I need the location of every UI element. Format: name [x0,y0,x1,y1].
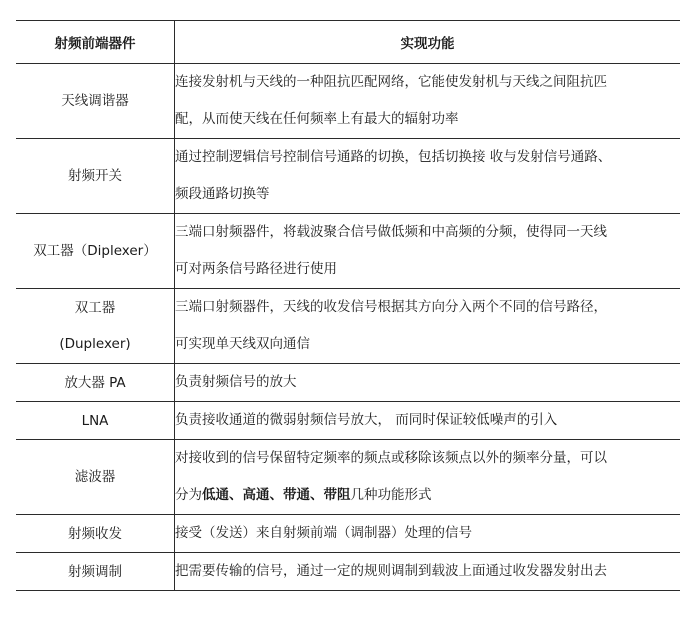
table-row [16,515,680,553]
function-cell [175,289,681,364]
function-cell [175,553,681,591]
function-cell [175,214,681,289]
function-line: 接受（发送）来自射频前端（调制器）处理的信号 [175,525,472,541]
table-row [16,139,680,214]
header-function: 实现功能 [175,21,681,64]
component-name: 射频调制 [68,563,122,580]
function-line: 三端口射频器件，天线的收发信号根据其方向分入两个不同的信号路径， [175,299,607,315]
table-header-row [16,21,680,64]
component-name: 滤波器 [74,469,116,485]
function-line: 负责射频信号的放大 [175,374,297,390]
function-cell [175,515,681,553]
component-name: 天线调谐器 [61,93,129,109]
function-prefix: 分为 [175,487,202,503]
component-name: 射频开关 [68,168,122,184]
component-cell [16,402,175,440]
function-cell [175,440,681,515]
rf-frontend-table [16,20,680,591]
component-name: LNA [81,412,109,429]
header-component: 射频前端器件 [16,21,175,64]
function-cell [175,139,681,214]
function-line: 频段通路切换等 [175,186,270,202]
table-row [16,289,680,364]
function-line: 可对两条信号路径进行使用 [175,261,337,277]
function-line: 连接发射机与天线的一种阻抗匹配网络，它能使发射机与天线之间阻抗匹 [175,74,607,90]
component-name: 双工器（Diplexer） [33,243,157,259]
table-row [16,440,680,515]
function-suffix: 几种功能形式 [350,487,432,503]
table-row [16,402,680,440]
function-line: 对接收到的信号保留特定频率的频点或移除该频点以外的频率分量，可以 [175,450,607,466]
component-cell [16,289,175,364]
component-cell [16,553,175,591]
component-cell [16,139,175,214]
component-cell [16,440,175,515]
component-cell [16,515,175,553]
function-cell [175,64,681,139]
function-line-mixed [175,477,680,514]
term-separator: 、 [310,487,324,503]
term-separator: 、 [269,487,283,503]
component-name: 放大器 PA [64,374,126,391]
bold-term-highpass: 高通 [242,487,270,503]
table-row [16,553,680,591]
component-name: 双工器 [74,300,116,316]
component-name: 射频收发 [68,525,122,542]
component-cell [16,214,175,289]
component-cell [16,364,175,402]
function-cell [175,402,681,440]
function-line: 配，从而使天线在任何频率上有最大的辐射功率 [175,111,459,127]
function-line: 三端口射频器件，将载波聚合信号做低频和中高频的分频，使得同一天线 [175,224,607,240]
function-line: 把需要传输的信号，通过一定的规则调制到载波上面通过收发器发射出去 [175,563,607,579]
component-cell [16,64,175,139]
term-separator: 、 [229,487,243,503]
bold-term-bandpass: 带通 [283,487,310,503]
table-row [16,214,680,289]
function-line: 通过控制逻辑信号控制信号通路的切换，包括切换接 收与发射信号通路、 [175,149,612,165]
function-cell [175,364,681,402]
function-line: 可实现单天线双向通信 [175,336,310,352]
component-name-sub: (Duplexer) [59,336,131,352]
bold-term-lowpass: 低通 [202,487,229,503]
table-row [16,64,680,139]
bold-term-bandstop: 带阻 [323,487,351,503]
function-line: 负责接收通道的微弱射频信号放大， 而同时保证较低噪声的引入 [175,412,558,428]
table-row [16,364,680,402]
